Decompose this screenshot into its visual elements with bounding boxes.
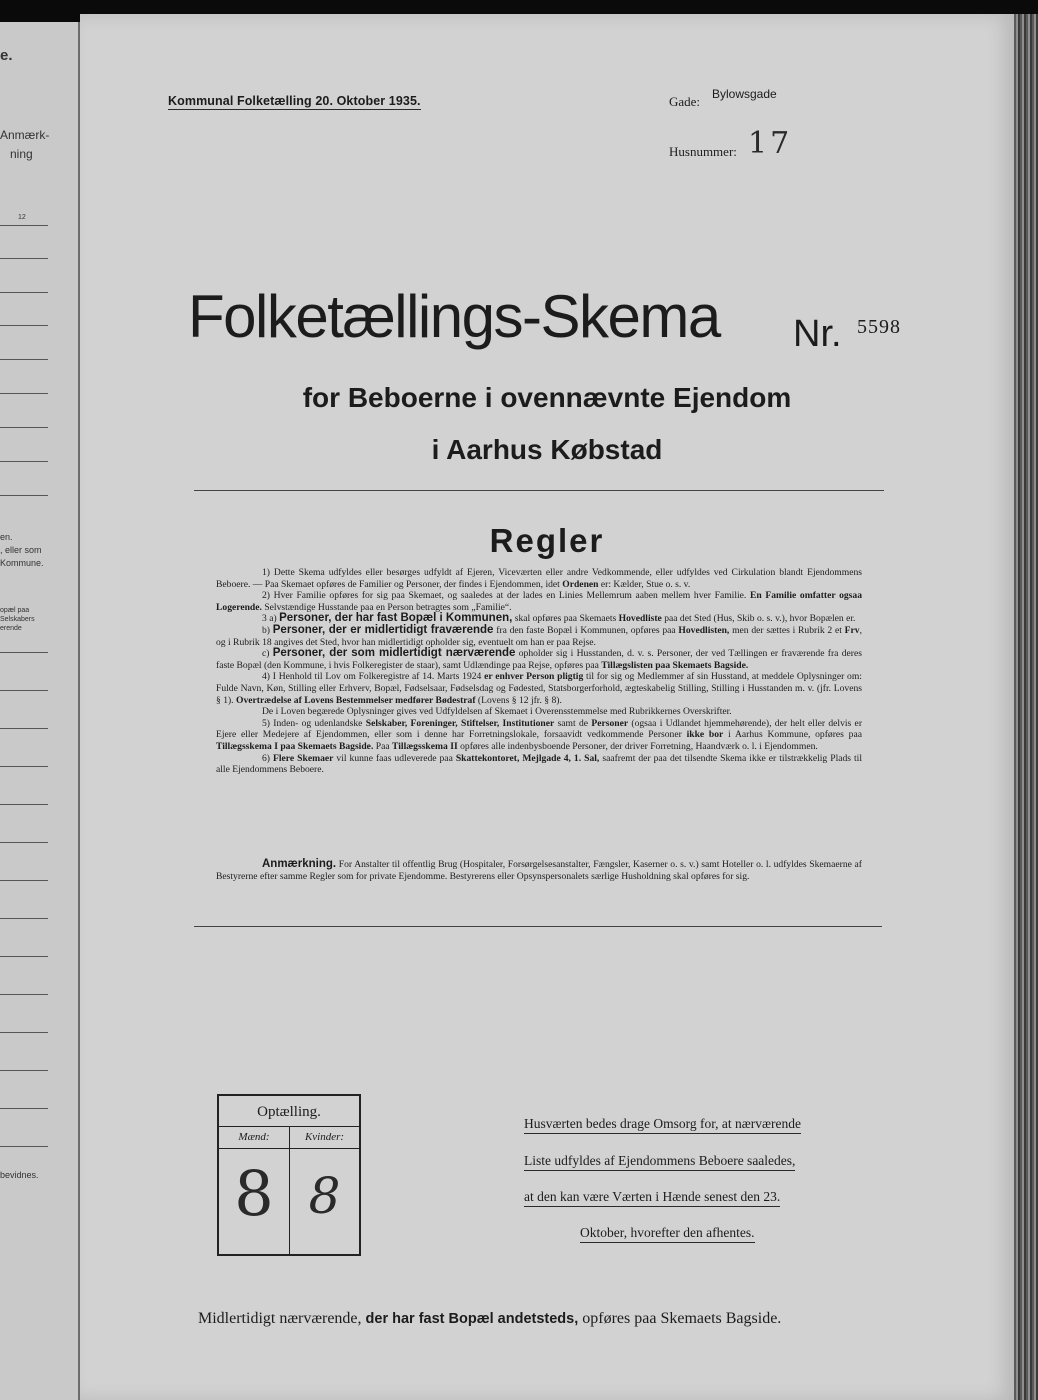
left-page-rule — [0, 292, 48, 293]
left-page-rule — [0, 880, 48, 881]
left-page-rule — [0, 461, 48, 462]
form-title: Folketællings-Skema — [188, 283, 720, 350]
left-page-rule — [0, 1032, 48, 1033]
count-box-title: Optælling. — [219, 1096, 359, 1127]
form-subtitle-2: i Aarhus Købstad — [431, 434, 663, 465]
left-page-rule — [0, 918, 48, 919]
rule-3c: c) Personer, der som midlertidigt nærværende opholder sig i Husstanden, d. v. s. Personer, der ved Tællingen er fraværende fra deres faste Bopæl (den Kommune, i hvis Folkeregister de staar), samt Udlændinge paa Rejse, opføres paa Tillægslisten paa Skemaets Bagside. — [216, 647, 862, 671]
left-page-col-header-1: Anmærk- — [0, 128, 50, 142]
left-page-rule — [0, 804, 48, 805]
remark-text: For Anstalter til offentlig Brug (Hospitaler, Forsørgelsesanstalter, Fængsler, Kaserner o. s. v.) samt Hoteller o. l. udfyldes Skemaerne af Bestyrerne efter samme Regler som for private Ejendomme. Bestyrerens eller Opsynspersonalets særlige Husholdning skal opføres for sig. — [216, 859, 862, 882]
remark — [216, 859, 862, 882]
form-subtitle-1: for Beboerne i ovennævnte Ejendom — [302, 382, 792, 413]
left-page-note-a-1: en. — [0, 532, 13, 542]
left-page-col-number: 12 — [18, 214, 26, 221]
rule-3b: b) Personer, der er midlertidigt fraværende fra den faste Bopæl i Kommunen, opføres paa Hovedlisten, men der sættes i Rubrik 2 et Frv, og i Rubrik 18 angives det Sted, hvor han midlertidigt opholder sig, eventuelt om han er paa Rejse. — [216, 623, 862, 648]
men-label: Mænd: — [219, 1127, 289, 1149]
left-page-rule — [0, 225, 48, 226]
rule-2: 2) Hver Familie opføres for sig paa Skemaet, og saaledes at der lades en Linies Mellemrum aaben mellem hver Familie. En Familie omfatter ogsaa Logerende. Selvstændige Husstande paa en Person betragtes som „Familie“. — [216, 590, 862, 613]
remark-label: Anmærkning. — [262, 858, 337, 870]
left-page-note-b-1: opæl paa — [0, 607, 30, 614]
left-page-col-header-2: ning — [10, 147, 33, 161]
remark-divider — [194, 926, 882, 927]
title-divider — [194, 490, 884, 491]
left-page-rule — [0, 427, 48, 428]
left-page-bottom-text: bevidnes. — [0, 1170, 39, 1180]
rules-body — [216, 567, 862, 776]
count-box — [217, 1094, 361, 1256]
form-number-value: 5598 — [857, 316, 901, 338]
form-number-label: Nr. — [793, 313, 842, 355]
house-number-label: Husnummer: — [669, 144, 737, 159]
left-page-rule — [0, 728, 48, 729]
left-page-rule — [0, 359, 48, 360]
previous-page-strip — [0, 22, 80, 1400]
left-page-rule — [0, 1070, 48, 1071]
notice-line-3: at den kan være Værten i Hænde senest den 23. — [524, 1188, 780, 1207]
left-page-rule — [0, 495, 48, 496]
left-page-rule — [0, 325, 48, 326]
census-title: Kommunal Folketælling 20. Oktober 1935. — [168, 94, 421, 108]
left-page-note-b-3: erende — [0, 625, 22, 632]
left-page-rule — [0, 690, 48, 691]
women-label: Kvinder: — [290, 1127, 359, 1149]
left-page-rule — [0, 1146, 48, 1147]
rule-4b: De i Loven begærede Oplysninger gives ved Udfyldelsen af Skemaet i Overensstemmelse med Rubrikkernes Overskrifter. — [262, 706, 732, 718]
left-page-rule — [0, 842, 48, 843]
rule-6: 6) Flere Skemaer vil kunne faas udleverede paa Skattekontoret, Mejlgade 4, 1. Sal, saafremt der paa det tilsendte Skema ikke er tilstrækkelig Plads til alle Ejendommens Beboere. — [216, 752, 863, 776]
house-number-value: 17 — [748, 126, 793, 161]
left-page-rule — [0, 766, 48, 767]
left-page-top-char: e. — [0, 47, 13, 64]
women-count: 8 — [308, 1167, 341, 1225]
notice-line-1: Husværten bedes drage Omsorg for, at nærværende — [524, 1115, 801, 1134]
left-page-note-b-2: Selskabers — [0, 616, 35, 623]
men-count: 8 — [234, 1157, 274, 1230]
left-page-note-a-2: , eller som — [0, 545, 42, 555]
notice-line-2: Liste udfyldes af Ejendommens Beboere saaledes, — [524, 1152, 795, 1171]
left-page-rule — [0, 994, 48, 995]
street-label: Gade: — [669, 94, 701, 109]
left-page-rule — [0, 956, 48, 957]
left-page-rule — [0, 258, 48, 259]
census-form-page — [80, 14, 1014, 1400]
rule-4: 4) I Henhold til Lov om Folkeregistre af 14. Marts 1924 er enhver Person pligtig til for sig og Medlemmer af sin Husstand, at meddele Oplysninger om: Fulde Navn, Køn, Stilling eller Erhverv, Bopæl, Fødselsaar, Fødselsdag og Fødested, Statsborgerforhold, ægteskabelig Stilling, Stilling i Husstanden m. v. (jfr. Lovens § 1). Overtrædelse af Lovens Bestemmelser medfører Bødestraf (Lovens § 12 jfr. § 8). — [216, 671, 862, 706]
left-page-rule — [0, 393, 48, 394]
page-stack-edge — [1014, 14, 1038, 1400]
left-page-rule — [0, 1108, 48, 1109]
street-value: Bylowsgade — [712, 87, 777, 101]
notice-line-4: Oktober, hvorefter den afhentes. — [580, 1224, 755, 1243]
rule-3a: 3 a) Personer, der har fast Bopæl i Kommunen, skal opføres paa Skemaets Hovedliste paa det Sted (Hus, Skib o. s. v.), hvor Bopælen er. — [262, 612, 856, 625]
rules-heading: Regler — [489, 522, 605, 559]
left-page-rule — [0, 652, 48, 653]
rule-5: 5) Inden- og udenlandske Selskaber, Foreninger, Stiftelser, Institutioner samt de Personer (ogsaa i Udlandet hjemmehørende), der helt eller delvis er Ejere eller Medejere af Ejendommen, eller som i denne har Forretningslokale, forsaavidt vedkommende Personer ikke bor i Aarhus Kommune, opføres paa Tillægsskema I paa Skemaets Bagside. Paa Tillægsskema II opføres alle indenbysboende Personer, der driver Forretning, Haandværk o. l. i Ejendommen. — [216, 717, 863, 752]
rule-1: 1) Dette Skema udfyldes eller besørges udfyldt af Ejeren, Viceværten eller andre Vedkommende, eller udfyldes ved Cirkulation blandt Ejendommens Beboere. — Paa Skemaet opføres de Familier og Personer, der findes i Ejendommen, idet Ordenen er: Kælder, Stue o. s. v. — [216, 567, 862, 590]
left-page-note-a-3: Kommune. — [0, 558, 44, 568]
footer-note: Midlertidigt nærværende, der har fast Bopæl andetsteds, opføres paa Skemaets Bagside. — [198, 1310, 782, 1327]
